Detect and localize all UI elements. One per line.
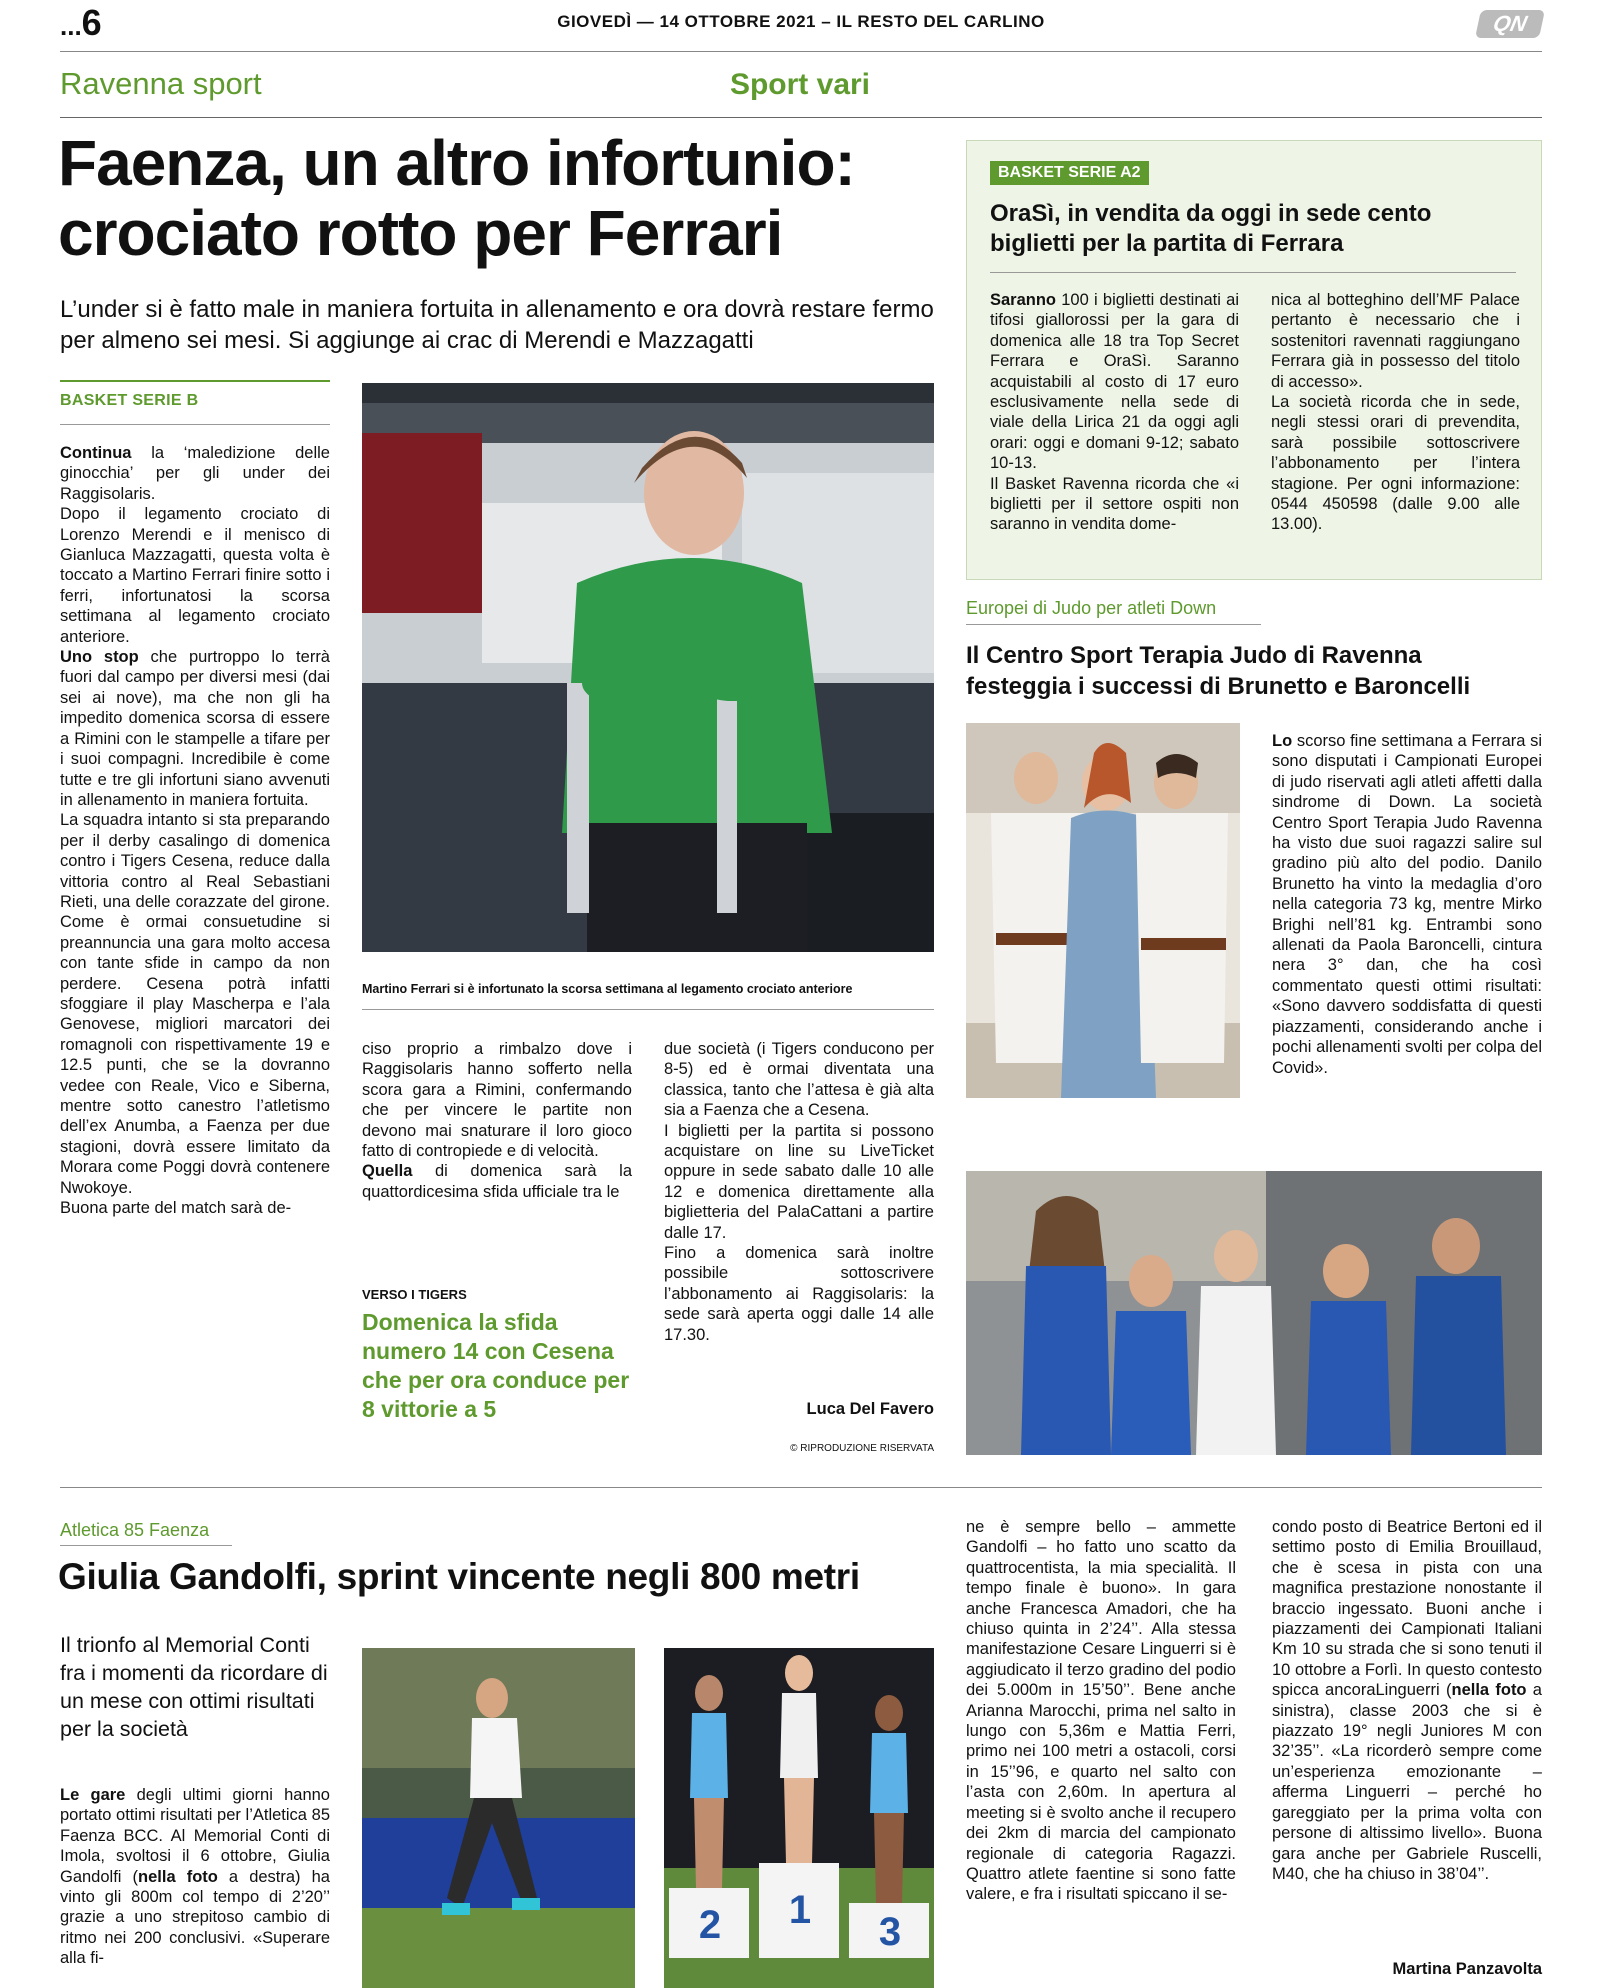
masthead-rule (60, 51, 1542, 52)
judo-photo (966, 723, 1240, 1098)
athletics-column-2: ne è sempre bello – ammette Gandolfi – ho fatto uno scatto da quattrocentista, la mia specialità. Il tempo finale è buono». In gara anche Francesca Amadori, che ha chiuso quinta in 2’24’’. Alla stessa manifestazione Cesare Linguerri si è aggiudicato il terzo gradino del podio dei 5.000m in 15’50’’. Bene anche Arianna Marocchi, prima nel salto in lungo con 5,36m e Mattia Ferri, primo nei 100 metri a ostacoli, corsi in 15’’96, e quarto nel salto con l’asta con 2,60m. In apertura al meeting si è svolto anche il recupero dei 2km di marcia del campionato regionale di categoria Ragazzi. Quattro atlete faentine si sono fatte valere, e fra i risultati spiccano il se- (966, 1518, 1236, 1904)
main-column-1: Continua la ‘maledizione delle ginocchia’ per gli under dei Raggisolaris. Dopo il legamento crociato di Lorenzo Merendi e il menisco di Gianluca Mazzagatti, questa volta è toccato a Martino Ferrari finire sotto i ferri, infortunatosi la scorsa settimana al legamento crociato anteriore. Uno stop che purtroppo lo terrà fuori dal campo per diversi mesi (dai sei ai nove), ma che non gli ha impedito domenica scorsa di essere a Rimini con le stampelle a tifare per i suoi compagni. Incredibile è come tutte e tre gli infortuni siano avvenuti in allenamento in maniera fortuita. La squadra intanto si sta preparando per il derby casalingo di domenica contro i Tigers Cesena, reduce dalla vittoria contro al Real Sebastiani Rieti, una delle corazzate del girone. Come è ormai consuetudine si preannuncia una gara molto accesa con tante sfide in campo da non perdere. Cesena potrà infatti sfoggiare il play Mascherpa e l’ala Genovese, migliori marcatori dei romagnoli con rispettivamente 19 e 12.5 punti, che se la dovranno vedee con Reale, Vico e Siberna, mentre sotto canestro l’atletismo dell’ex Anumba, a Faenza per due stagioni, dovrà essere limitato da Morara come Poggi dovrà contenere Nwokoye. Buona parte del match sarà de- (60, 444, 330, 1218)
page-number-value: 6 (81, 2, 102, 43)
athletics-headline: Giulia Gandolfi, sprint vincente negli 800 metri (58, 1556, 860, 1597)
athletics-byline: Martina Panzavolta (1392, 1960, 1542, 1978)
judo-kicker-rule (966, 624, 1261, 625)
runner-photo (362, 1648, 635, 1988)
copyright-notice: © RIPRODUZIONE RISERVATA (790, 1443, 934, 1454)
dateline: GIOVEDÌ — 14 OTTOBRE 2021 – IL RESTO DEL CARLINO (557, 12, 1045, 31)
box-kicker: VERSO I TIGERS (362, 1287, 467, 1302)
main-column-3: due società (i Tigers conducono per 8-5) ed è ormai diventata una classica, tanto che l’attesa è già alta sia a Faenza che a Cesena. I biglietti per la partita si possono acquistare on line su LiveTicket oppure in sede sabato dalle 10 alle 12 e domenica direttamente alla biglietteria del PalaCattani a partire dalle 17. Fino a domenica sarà inoltre possibile sottoscrivere l’abbonamento ai Raggisolaris: la sede sarà aperta oggi dalle 14 alle 17.30. (664, 1040, 934, 1344)
orasi-kicker: BASKET SERIE A2 (990, 161, 1149, 185)
headline-line-1: Faenza, un altro infortunio: (58, 127, 855, 199)
caption-rule (362, 1009, 934, 1010)
box-text: Domenica la sfida numero 14 con Cesena che per ora conduce per 8 vittorie a 5 (362, 1309, 630, 1422)
section-title: Sport vari (729, 68, 871, 101)
page-number (60, 2, 102, 44)
athletics-kicker: Atletica 85 Faenza (60, 1520, 210, 1540)
podium-number-3: 3 (878, 1910, 902, 1954)
athletics-subhead: Il trionfo al Memorial Conti fra i momenti da ricordare di un mese con ottimi risultati per la società (60, 1633, 328, 1741)
main-headline (58, 128, 948, 268)
athletics-column-3: condo posto di Beatrice Bertoni ed il settimo posto di Emilia Brouillaud, che è scesa in pista con una magnifica prestazione nonostante il braccio ingessato. Buoni anche i piazzamenti dei Campionati Italiani Km 10 su strada che si sono tenuti il 10 ottobre a Forlì. In questo contesto spicca ancoraLinguerri (nella foto a sinistra), classe 2003 che si è piazzato 19° negli Juniores M con 32’35’’. «La ricorderò sempre come un’esperienza emozionante – afferma Linguerri – perché ho gareggiato per la prima volta con persone di altissimo livello». Buona gara anche per Gabriele Ruscelli, M40, che ha chiuso in 38’04’’. (1272, 1518, 1542, 1883)
main-kicker: BASKET SERIE B (60, 392, 199, 409)
tigers-box (362, 1287, 632, 1424)
section-label: Ravenna sport (60, 66, 262, 101)
judo-text: Lo scorso fine settimana a Ferrara si sono disputati i Campionati Europei di judo riservati agli atleti affetti dalla sindrome di Down. La società Centro Sport Terapia Judo Ravenna ha visto due suoi ragazzi salire sul gradino più alto del podio. Danilo Brunetto ha vinto la medaglia d’oro nella categoria 73 kg, mentre Mirko Brighi nell’81 kg. Entrambi sono allenati da Paola Baroncelli, cintura nera 3° dan, che ha così commentato questi ottimi risultati: «Sono davvero soddisfatta di questi piazzamenti, considerando anche i pochi allenamenti svolti per colpa del Covid». (1272, 732, 1542, 1077)
photo-caption: Martino Ferrari si è infortunato la scorsa settimana al legamento crociato anteriore (362, 982, 853, 996)
judo-headline: Il Centro Sport Terapia Judo di Ravenna festeggia i successi di Brunetto e Baroncelli (966, 642, 1471, 700)
page-prefix: ... (60, 11, 82, 41)
athletes-photo (966, 1171, 1542, 1455)
logo-text: QN (1490, 11, 1530, 36)
qn-logo (1475, 10, 1545, 38)
kicker-rule-top (60, 380, 330, 382)
headline-line-2: crociato rotto per Ferrari (58, 197, 783, 269)
main-column-2: ciso proprio a rimbalzo dove i Raggisolaris hanno sofferto nella scora gara a Rimini, confermando che per vincere le partite non devono mai snaturare il loro gioco fatto di contropiede e di velocità. Quella di domenica sarà la quattordicesima sfida ufficiale tra le (362, 1040, 632, 1201)
kicker-rule-bottom (60, 424, 330, 425)
main-subhead: L’under si è fatto male in maniera fortuita in allenamento e ora dovrà restare fermo per almeno sei mesi. Si aggiunge ai crac di Merendi e Mazzagatti (60, 296, 934, 354)
orasi-rule (990, 272, 1516, 273)
orasi-column-1: Saranno 100 i biglietti destinati ai tifosi giallorossi per la gara di domenica alle 18 tra Top Secret Ferrara e OraSì. Saranno acquistabili al costo di 17 euro esclusivamente nella sede di viale della Lirica 21 da oggi agli orari: oggi e domani 9-12; sabato 10-13. Il Basket Ravenna ricorda che «i biglietti per il settore ospiti non saranno in vendita dome- (990, 291, 1239, 534)
orasi-headline: OraSì, in vendita da oggi in sede cento biglietti per la partita di Ferrara (990, 200, 1432, 257)
orasi-column-2: nica al botteghino dell’MF Palace pertanto è necessario che i sostenitori ravennati raggiungano Ferrara già in possesso del titolo di accesso». La società ricorda che in sede, negli stessi orari di prevendita, sarà possibile sottoscrivere l’abbonamento per l’intera stagione. Per ogni informazione: 0544 450598 (dalle 9.00 alle 13.00). (1271, 291, 1520, 534)
bottom-section-rule (60, 1487, 1542, 1488)
ferrari-photo (362, 383, 934, 952)
podium-number-2: 2 (698, 1903, 722, 1947)
podium-number-1: 1 (788, 1888, 812, 1932)
section-rule (60, 117, 1542, 118)
athletics-column-1: Le gare degli ultimi giorni hanno portato ottimi risultati per l’Atletica 85 Faenza BCC. Al Memorial Conti di Imola, svoltosi il 6 ottobre, Giulia Gandolfi (nella foto a destra) ha vinto gli 800m col tempo di 2’20’’ grazie a uno strepitoso cambio di ritmo nei 200 conclusivi. «Superare alla fi- (60, 1786, 330, 1968)
main-byline: Luca Del Favero (806, 1400, 934, 1418)
podium-photo (664, 1648, 934, 1988)
athletics-kicker-rule (60, 1545, 232, 1546)
judo-kicker: Europei di Judo per atleti Down (966, 598, 1217, 618)
